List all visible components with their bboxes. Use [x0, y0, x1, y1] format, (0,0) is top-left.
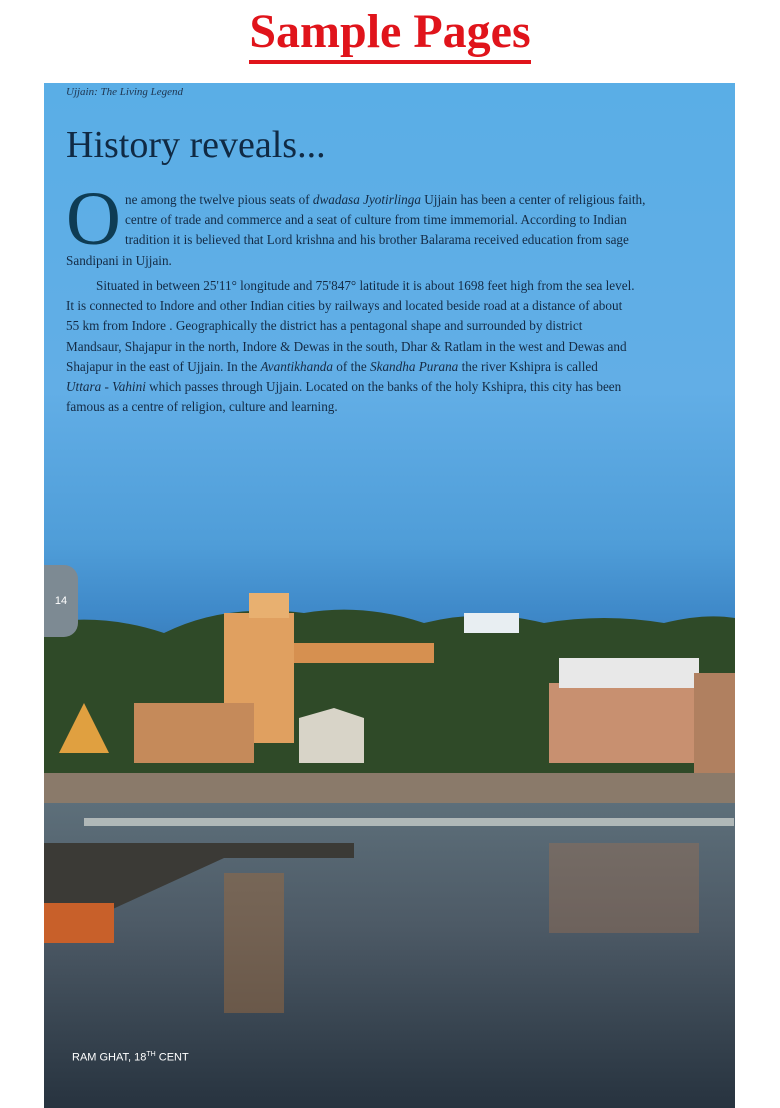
caption-text: RAM GHAT, 18 — [72, 1051, 147, 1064]
text-line — [66, 377, 621, 397]
text-line — [66, 357, 598, 377]
text-run: centre of trade and commerce and a seat of culture from time immemorial. According to Indian — [125, 212, 627, 228]
text-line — [66, 251, 172, 271]
italic-term: Uttara - Vahini — [66, 379, 146, 395]
text-line — [125, 190, 645, 210]
banner-title: Sample Pages — [249, 4, 530, 64]
photo-caption — [72, 1051, 189, 1064]
text-run: Ujjain has been a center of religious faith, — [420, 192, 646, 207]
page-number-tab: 14 — [44, 565, 78, 637]
text-line — [125, 210, 627, 230]
text-line — [66, 397, 338, 417]
text-run: tradition it is believed that Lord krishna and his brother Balarama received education from sage — [125, 232, 629, 248]
text-line — [66, 337, 627, 357]
text-line — [96, 276, 635, 296]
text-run: which passes through Ujjain. Located on the banks of the holy Kshipra, this city has been — [145, 379, 622, 395]
text-run: Sandipani in Ujjain. — [66, 252, 172, 268]
caption-superscript: TH — [146, 1051, 156, 1058]
ram-ghat-photo — [44, 513, 735, 1108]
running-head: Ujjain: The Living Legend — [66, 86, 184, 98]
text-line — [66, 316, 582, 336]
italic-term: Skandha Purana — [370, 358, 459, 374]
text-line — [125, 230, 629, 250]
caption-end: CENT — [155, 1051, 189, 1064]
text-run: famous as a centre of religion, culture and learning. — [66, 399, 338, 415]
italic-term: Avantikhanda — [260, 358, 333, 374]
text-run: Situated in between 25'11° longitude and 75'847° latitude it is about 1698 feet high from the sea level. — [96, 278, 635, 293]
paragraph-1 — [66, 177, 721, 271]
text-run: Mandsaur, Shajapur in the north, Indore & Dewas in the south, Dhar & Ratlam in the west and Dewas and — [66, 338, 627, 354]
text-run: Shajapur in the east of Ujjain. In the — [66, 358, 261, 374]
page-title: History reveals... — [66, 124, 326, 166]
paragraph-2 — [66, 276, 721, 417]
text-run: 55 km from Indore . Geographically the district has a pentagonal shape and surrounded by district — [66, 318, 583, 334]
text-run: ne among the twelve pious seats of — [125, 192, 313, 207]
drop-cap: O — [66, 177, 121, 261]
text-run: of the — [333, 358, 370, 374]
book-page — [44, 83, 735, 1108]
text-run: It is connected to Indore and other Indian cities by railways and located beside road at a distance of about — [66, 298, 623, 314]
italic-term: dwadasa Jyotirlinga — [312, 192, 421, 207]
text-run: the river Kshipra is called — [458, 358, 598, 374]
sample-pages-banner — [0, 4, 780, 64]
text-line — [66, 296, 622, 316]
